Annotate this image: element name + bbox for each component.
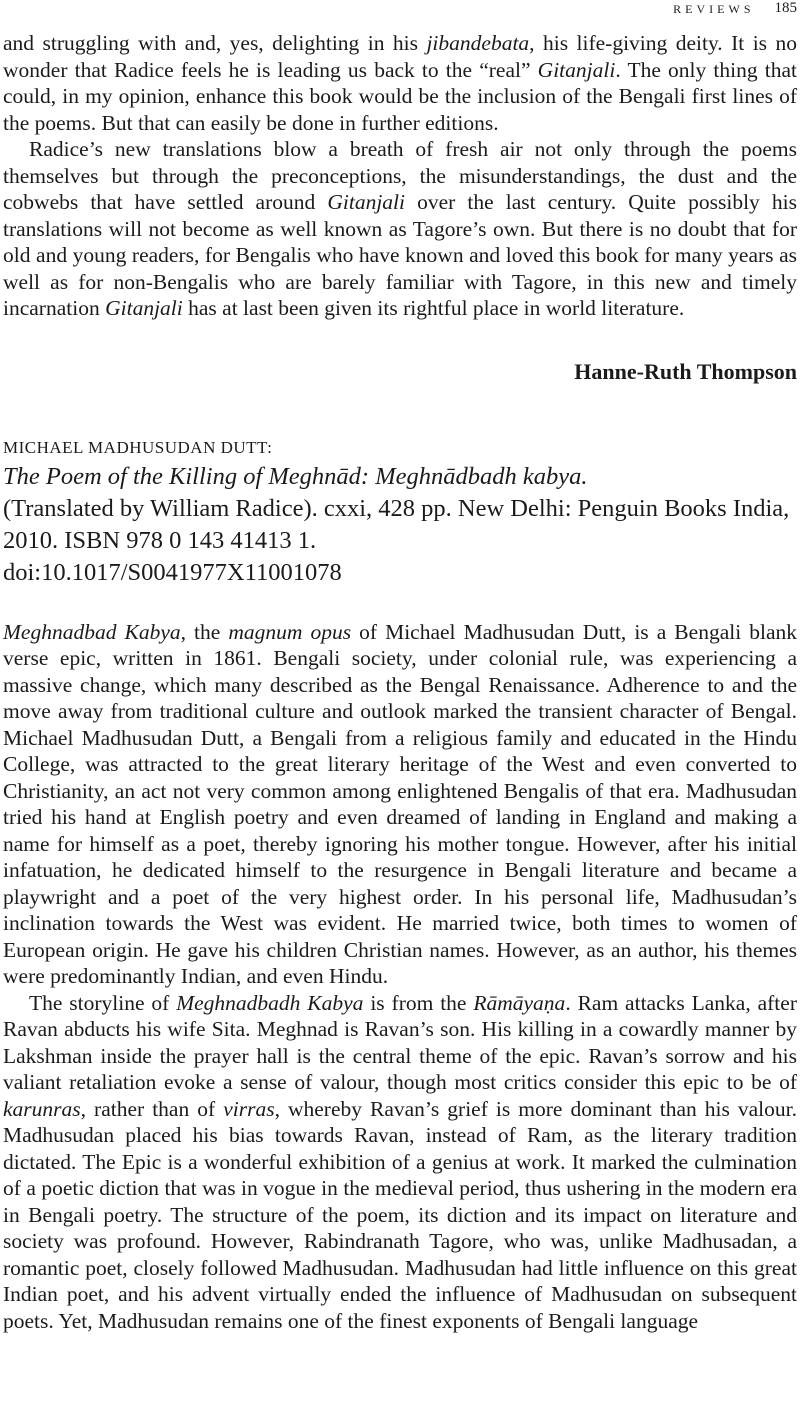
- reviewer-signature: Hanne-Ruth Thompson: [574, 358, 797, 384]
- review-heading: [3, 435, 797, 589]
- publication-info: (Translated by William Radice). cxxi, 428 pp. New Delhi: Penguin Books India, 2010. ISBN 978 0 143 41413 1.: [3, 494, 790, 554]
- text-run: , his life-giving deity. It is no wonder that Radice feels he is leading us back to the “real”: [3, 31, 797, 82]
- text-run: , the: [180, 619, 229, 644]
- italic-term: Meghnadbadh Kabya: [176, 990, 364, 1015]
- page-body: [3, 30, 797, 1334]
- running-head-section: REVIEWS: [673, 2, 755, 16]
- italic-term: Meghnadbad Kabya: [3, 619, 181, 644]
- book-title: The Poem of the Killing of Meghnād: Meghnādbadh kabya.: [3, 462, 588, 490]
- running-head: [673, 0, 797, 22]
- previous-review: [3, 30, 797, 386]
- italic-term: Gitanjali: [327, 190, 406, 214]
- italic-term: jibandebata: [426, 31, 530, 55]
- italic-term: virras: [223, 1096, 275, 1121]
- text-run: over the last century. Quite possibly his translations will not become as well known as Tagore’s own. But there is no doubt that for old and young readers, for Bengalis who have known and loved this book for many years as well as for non-Bengalis who are barely familiar with Tagore, in this new and timely incarnation: [3, 190, 797, 320]
- book-author: MICHAEL MADHUSUDAN DUTT:: [3, 437, 273, 457]
- text-run: , whereby Ravan’s grief is more dominant than his valour. Madhusudan placed his bias towards Ravan, instead of Ram, as the literary tradition dictated. The Epic is a wonderful exhibition of a genius at work. It marked the culmination of a poetic diction that was in vogue in the medieval period, thus ushering in the modern era in Bengali poetry. The structure of the poem, its diction and its impact on literature and society was profound. However, Rabindranath Tagore, who was, unlike Madhusadan, a romantic poet, closely followed Madhusudan. Madhusudan had little influence on this great Indian poet, and his advent virtually ended the influence of Madhusudan on subsequent poets. Yet, Madhusudan remains one of the finest exponents of Bengali language: [3, 1096, 797, 1333]
- text-run: is from the: [363, 990, 474, 1015]
- doi: doi:10.1017/S0041977X11001078: [3, 558, 342, 586]
- italic-term: Rāmāyaṇa: [473, 990, 566, 1015]
- paragraph: [3, 990, 797, 1335]
- page-number: 185: [774, 0, 797, 16]
- text-run: of Michael Madhusudan Dutt, is a Bengali blank verse epic, written in 1861. Bengali society, under colonial rule, was experiencing a massive change, which many described as the Bengal Renaissance. Adherence to and the move away from traditional culture and outlook marked the transient character of Bengal. Michael Madhusudan Dutt, a Bengali from a religious family and educated in the Hindu College, was attracted to the great literary heritage of the West and even converted to Christianity, an act not very common among enlightened Bengalis of that era. Madhusudan tried his hand at English poetry and even dreamed of landing in England and making a name for himself as a poet, thereby ignoring his mother tongue. However, after his initial infatuation, he dedicated himself to the resurgence in Bengali literature and became a playwright and a poet of the very highest order. In his personal life, Madhusudan’s inclination towards the West was evident. He married twice, both times to women of European origin. He gave his children Christian names. However, as an author, his themes were predominantly Indian, and even Hindu.: [3, 619, 797, 988]
- paragraph: [3, 30, 797, 136]
- text-run: Radice’s new translations blow a breath of fresh air not only through the poems themselves but through the preconceptions, the misunderstandings, the dust and the cobwebs that have settled around: [3, 137, 797, 214]
- italic-term: magnum opus: [228, 619, 352, 644]
- italic-term: karunras: [3, 1096, 81, 1121]
- text-run: The storyline of: [29, 990, 177, 1015]
- paragraph: [3, 619, 797, 990]
- italic-term: Gitanjali: [105, 296, 183, 320]
- review-text: [3, 619, 797, 1335]
- text-run: . The only thing that could, in my opinion, enhance this book would be the inclusion of the Bengali first lines of the poems. But that can easily be done in further editions.: [3, 57, 797, 135]
- text-run: and struggling with and, yes, delighting in his: [3, 31, 427, 55]
- paragraph: [3, 136, 797, 322]
- italic-term: Gitanjali: [537, 57, 616, 82]
- text-run: , rather than of: [80, 1096, 224, 1121]
- text-run: . Ram attacks Lanka, after Ravan abducts his wife Sita. Meghnad is Ravan’s son. His killing in a cowardly manner by Lakshman inside the prayer hall is the central theme of the epic. Ravan’s sorrow and his valiant retaliation evoke a sense of valour, though most critics consider this epic to be of: [3, 990, 797, 1094]
- text-run: has at last been given its rightful place in world literature.: [182, 296, 685, 320]
